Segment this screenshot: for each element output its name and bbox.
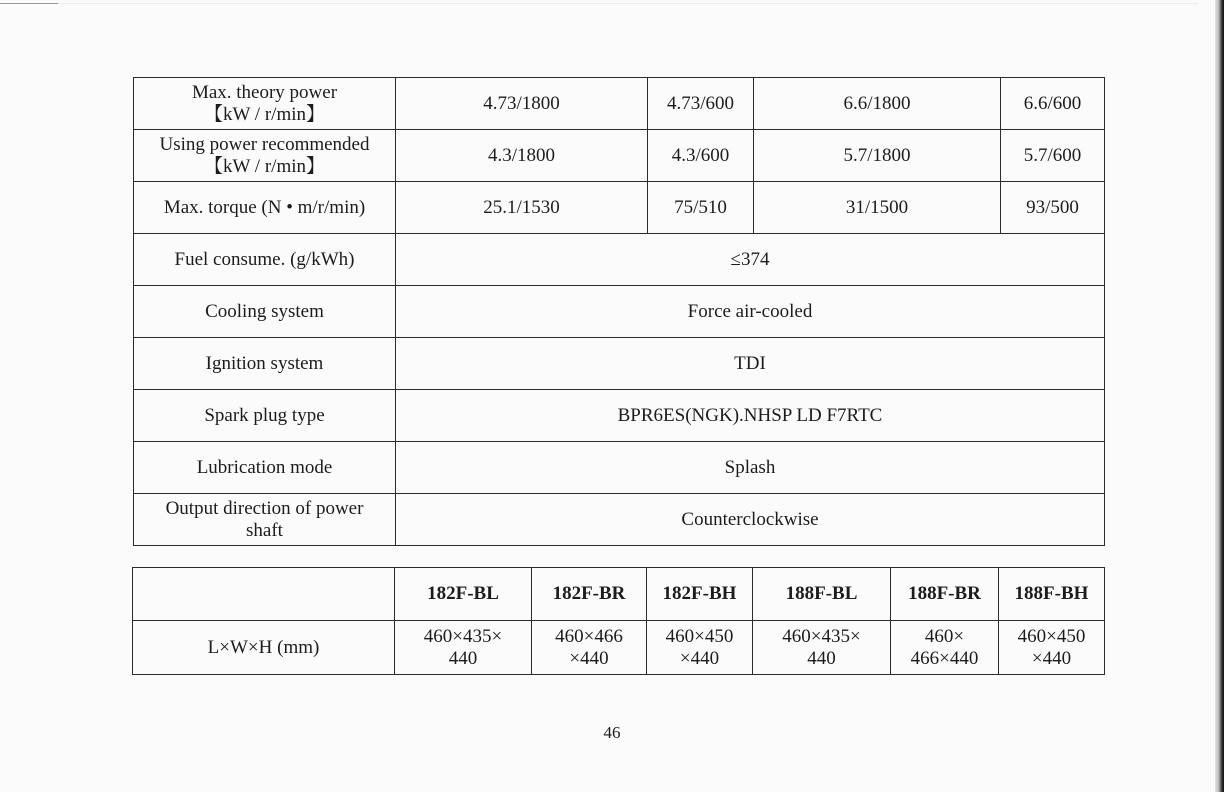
page-number: 46 xyxy=(603,723,621,742)
spec-label: Max. theory power 【kW / r/min】 xyxy=(134,78,396,130)
spec-label: Spark plug type xyxy=(134,390,396,442)
spec-label: Output direction of power shaft xyxy=(134,494,396,546)
model-header: 182F-BR xyxy=(532,568,647,621)
spec-value: 75/510 xyxy=(648,182,754,234)
spec-row-cooling-system xyxy=(134,286,1105,338)
spec-row-output-direction xyxy=(134,494,1105,546)
page-edge-shadow xyxy=(1215,0,1224,792)
spec-value: 31/1500 xyxy=(754,182,1001,234)
dimension-value: 460× 466×440 xyxy=(891,621,999,675)
spec-row-max-torque xyxy=(134,182,1105,234)
spec-label: Cooling system xyxy=(134,286,396,338)
model-header-row xyxy=(133,568,1105,621)
spec-label: Using power recommended 【kW / r/min】 xyxy=(134,130,396,182)
spec-row-ignition-system xyxy=(134,338,1105,390)
spec-value: 5.7/1800 xyxy=(754,130,1001,182)
model-header: 182F-BL xyxy=(395,568,532,621)
dimension-label: L×W×H (mm) xyxy=(133,621,395,675)
model-header: 188F-BR xyxy=(891,568,999,621)
top-rule xyxy=(0,3,58,4)
spec-value: 4.73/600 xyxy=(648,78,754,130)
specifications-table xyxy=(133,77,1105,546)
model-header: 188F-BL xyxy=(753,568,891,621)
spec-row-recommended-power xyxy=(134,130,1105,182)
model-header: 188F-BH xyxy=(999,568,1105,621)
spec-value: 6.6/1800 xyxy=(754,78,1001,130)
spec-label: Lubrication mode xyxy=(134,442,396,494)
spec-value: 4.73/1800 xyxy=(396,78,648,130)
dimension-value: 460×435× 440 xyxy=(753,621,891,675)
spec-row-lubrication xyxy=(134,442,1105,494)
model-header: 182F-BH xyxy=(647,568,753,621)
spec-value: Force air-cooled xyxy=(396,286,1105,338)
spec-label: Ignition system xyxy=(134,338,396,390)
spec-row-fuel-consume xyxy=(134,234,1105,286)
dimension-value: 460×450 ×440 xyxy=(647,621,753,675)
dimension-row xyxy=(133,621,1105,675)
dimension-value: 460×450 ×440 xyxy=(999,621,1105,675)
dimension-value: 460×435× 440 xyxy=(395,621,532,675)
spec-value: TDI xyxy=(396,338,1105,390)
top-faint-rule xyxy=(58,3,1198,4)
spec-row-max-theory-power xyxy=(134,78,1105,130)
dimensions-table xyxy=(132,567,1105,675)
dimension-value: 460×466 ×440 xyxy=(532,621,647,675)
spec-value: 25.1/1530 xyxy=(396,182,648,234)
header-blank-cell xyxy=(133,568,395,621)
spec-value: BPR6ES(NGK).NHSP LD F7RTC xyxy=(396,390,1105,442)
spec-value: Counterclockwise xyxy=(396,494,1105,546)
spec-value: 93/500 xyxy=(1001,182,1105,234)
spec-value: 5.7/600 xyxy=(1001,130,1105,182)
spec-row-spark-plug xyxy=(134,390,1105,442)
spec-value: 4.3/1800 xyxy=(396,130,648,182)
spec-label: Max. torque (N • m/r/min) xyxy=(134,182,396,234)
spec-label: Fuel consume. (g/kWh) xyxy=(134,234,396,286)
spec-value: Splash xyxy=(396,442,1105,494)
spec-value: ≤374 xyxy=(396,234,1105,286)
spec-value: 6.6/600 xyxy=(1001,78,1105,130)
spec-value: 4.3/600 xyxy=(648,130,754,182)
